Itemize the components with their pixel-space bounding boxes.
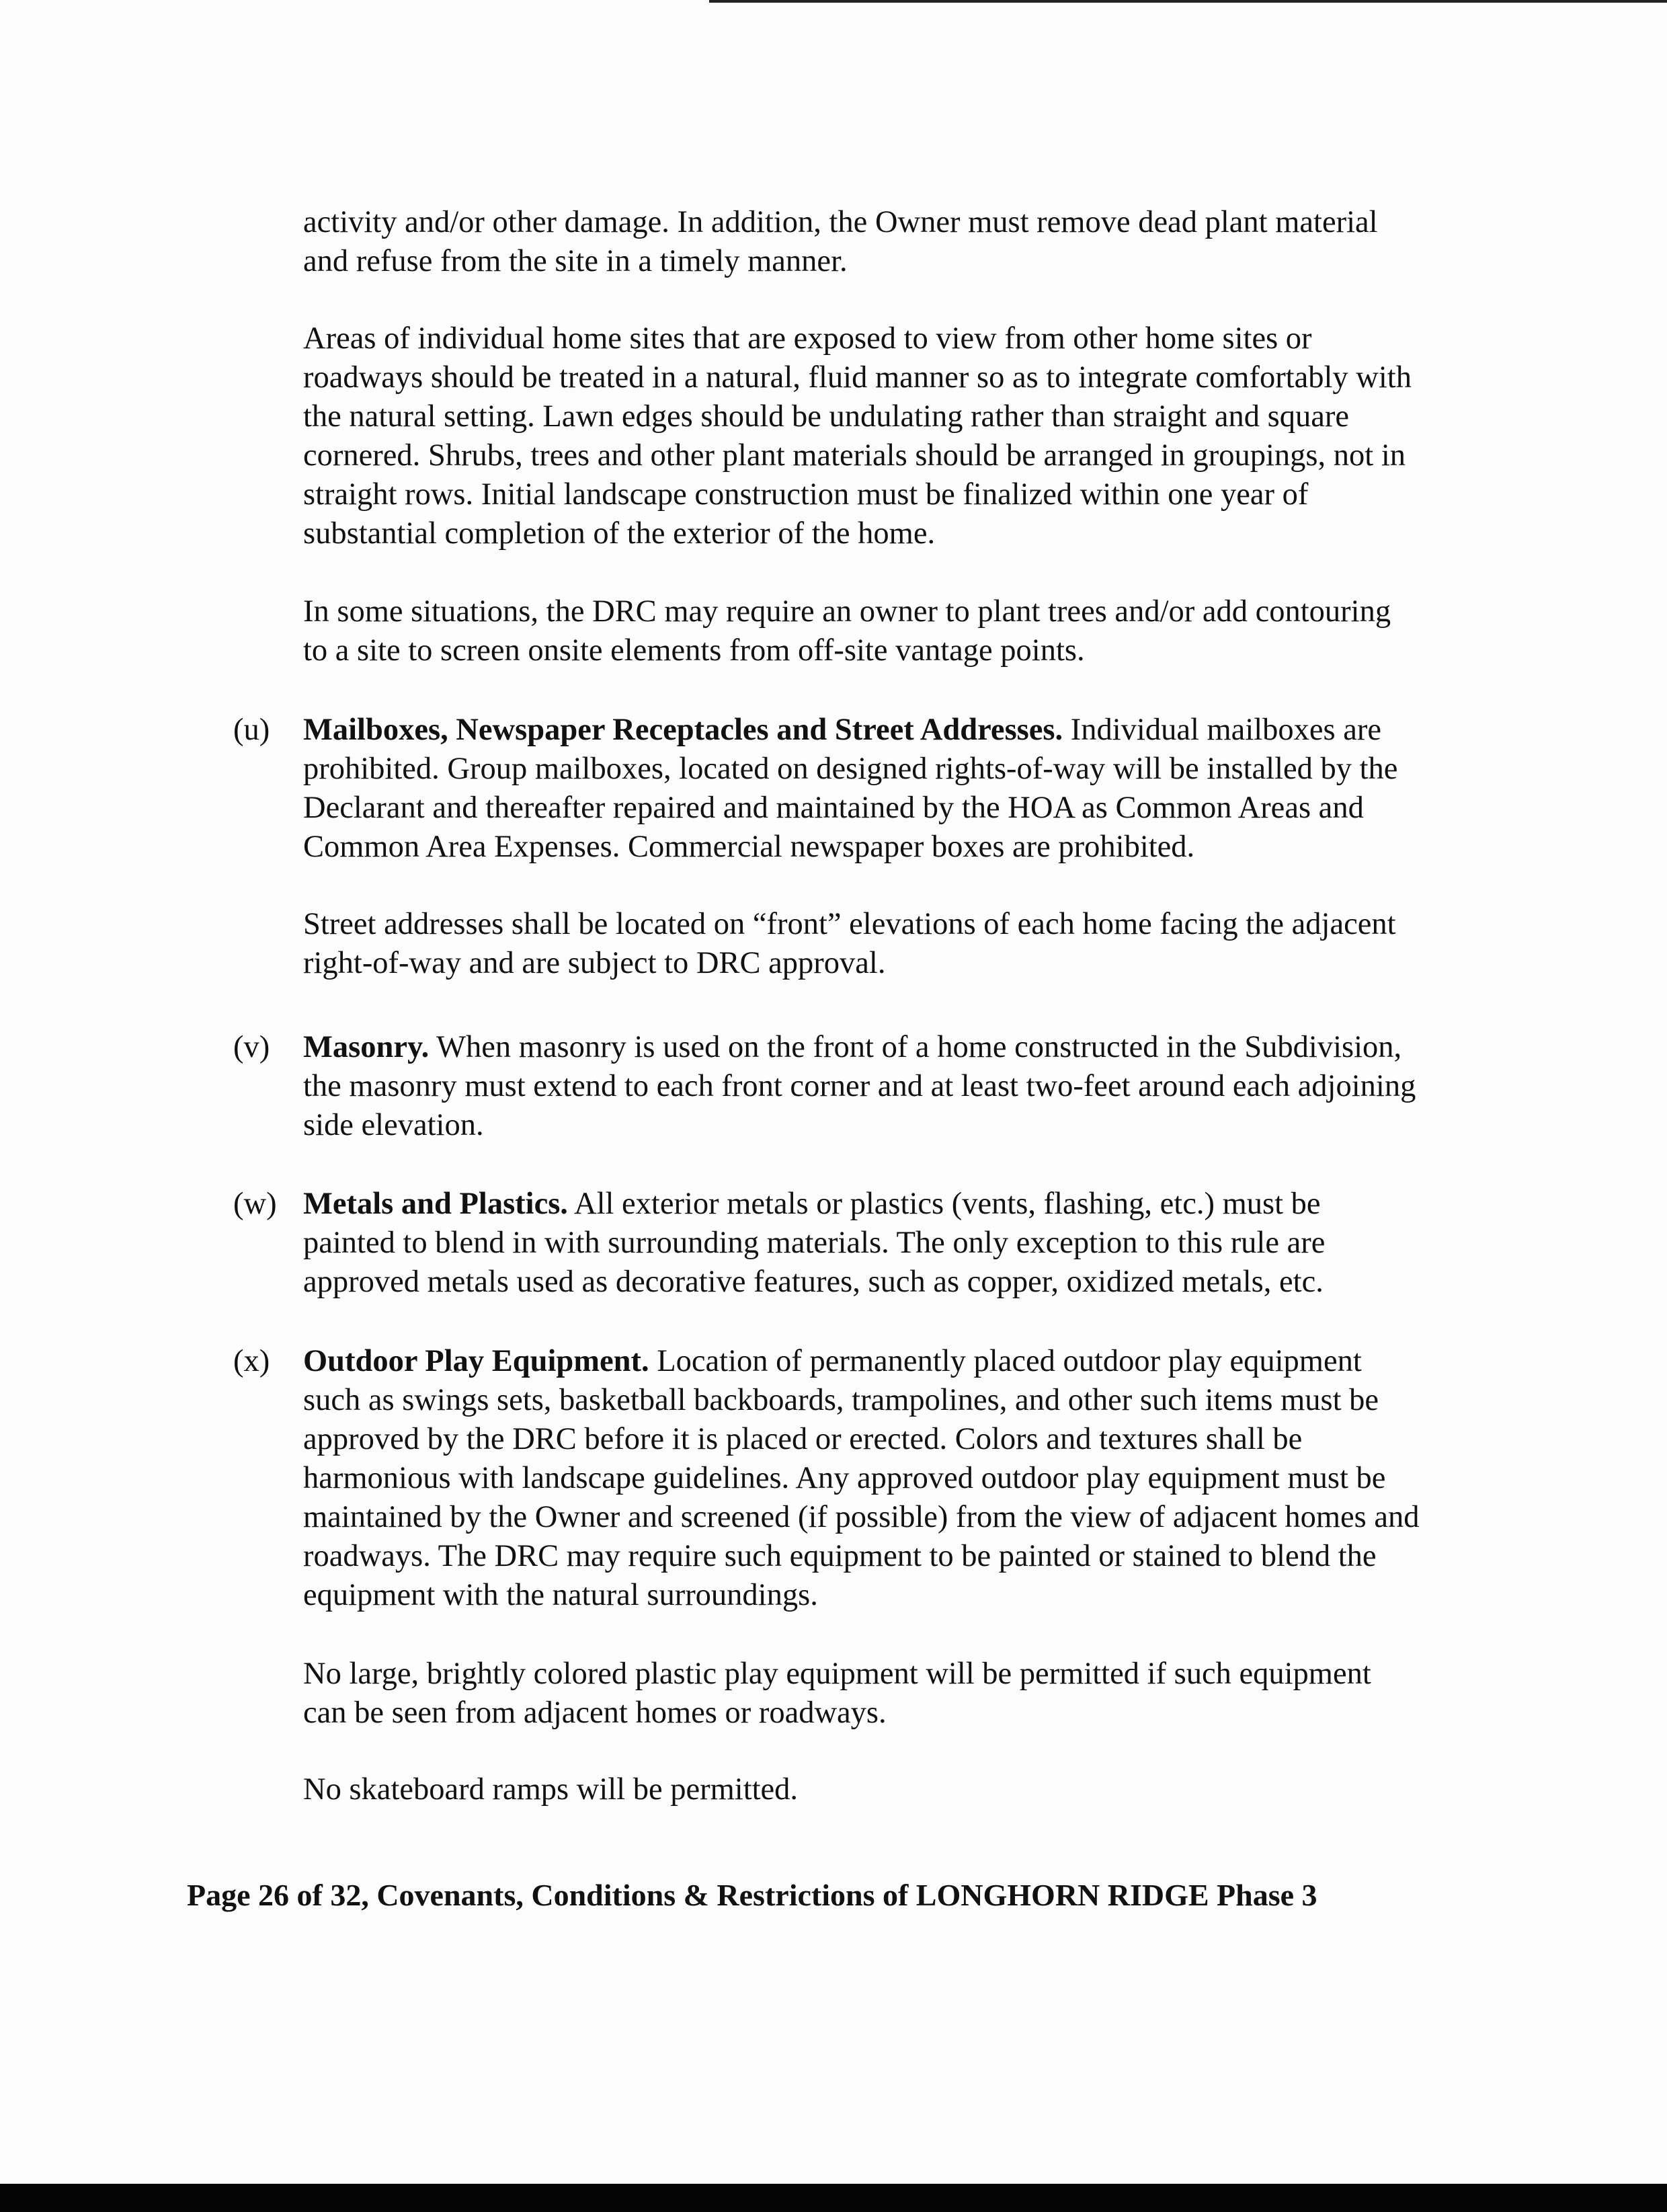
item-x-no-plastic-equipment: No large, brightly colored plastic play equipment will be permitted if such equipment can be seen from adjacent homes or roadways. xyxy=(303,1657,1371,1730)
item-w-body xyxy=(303,1185,1533,1302)
item-w-marker: (w) xyxy=(233,1187,277,1221)
bottom-scan-edge xyxy=(0,2184,1667,2212)
paragraph-natural-setting: Areas of individual home sites that are exposed to view from other home sites or roadways should be treated in a natural, fluid manner so as to integrate comfortably with the natural setting. Lawn edges should be undulating rather than straight and square cornered. Shrubs, trees and other plant materials should be arranged in groupings, not in straight rows. Initial landscape construction must be finalized within one year of substantial completion of the exterior of the home. xyxy=(303,321,1412,551)
paragraph-landscape-maintenance: activity and/or other damage. In addition, the Owner must remove dead plant material and refuse from the site in a timely manner. xyxy=(303,205,1378,278)
paragraph-drc-screening: In some situations, the DRC may require an owner to plant trees and/or add contouring to a site to screen onsite elements from off-site vantage points. xyxy=(303,594,1391,668)
top-scan-edge xyxy=(709,0,1667,3)
item-u-body xyxy=(303,711,1533,867)
item-v-marker: (v) xyxy=(233,1030,270,1064)
item-v-body xyxy=(303,1028,1533,1145)
item-u-street-addresses: Street addresses shall be located on “front” elevations of each home facing the adjacent right-of-way and are subject to DRC approval. xyxy=(303,907,1396,980)
item-u-text: Individual mailboxes are prohibited. Group mailboxes, located on designed rights-of-way will be installed by the Declarant and thereafter repaired and maintained by the HOA as Common Areas and Common Area Expenses. Commercial newspaper boxes are prohibited. xyxy=(303,713,1398,864)
item-x-marker: (x) xyxy=(233,1344,270,1378)
page-footer: Page 26 of 32, Covenants, Conditions & Restrictions of LONGHORN RIDGE Phase 3 xyxy=(187,1878,1317,1912)
item-x-text: Location of permanently placed outdoor play equipment such as swings sets, basketball backboards, trampolines, and other such items must be approved by the DRC before it is placed or erected. Colors and textures shall be harmonious with landscape guidelines. Any approved outdoor play equipment must be maintained by the Owner and screened (if possible) from the view of adjacent homes and roadways. The DRC may require such equipment to be painted or stained to blend the equipment with the natural surroundings. xyxy=(303,1344,1420,1612)
item-u-marker: (u) xyxy=(233,713,270,747)
item-x-no-skateboard-ramps: No skateboard ramps will be permitted. xyxy=(303,1772,799,1807)
item-v-text: When masonry is used on the front of a home constructed in the Subdivision, the masonry must extend to each front corner and at least two-feet around each adjoining side elevation. xyxy=(303,1030,1416,1142)
item-x-body xyxy=(303,1342,1533,1615)
item-w-text: All exterior metals or plastics (vents, flashing, etc.) must be painted to blend in with surrounding materials. The only exception to this rule are approved metals used as decorative features, such as copper, oxidized metals, etc. xyxy=(303,1187,1326,1299)
item-w-title: Metals and Plastics. xyxy=(303,1187,568,1221)
item-x-title: Outdoor Play Equipment. xyxy=(303,1344,649,1378)
item-v-title: Masonry. xyxy=(303,1030,430,1064)
item-u-title: Mailboxes, Newspaper Receptacles and Street Addresses. xyxy=(303,713,1063,747)
